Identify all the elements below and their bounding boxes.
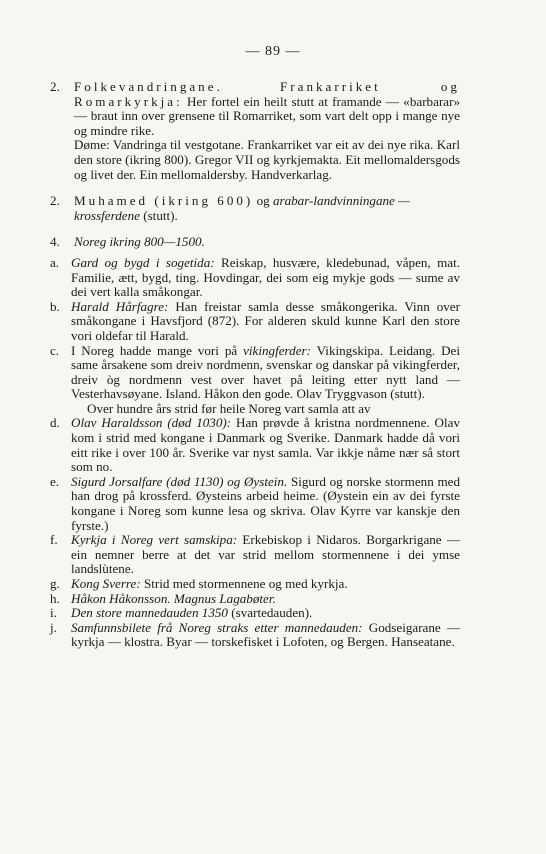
list-item-e <box>50 475 460 533</box>
section-heading: Noreg ikring 800—1500. <box>74 234 205 250</box>
item-letter: e. <box>50 473 60 489</box>
item-letter: c. <box>50 342 60 358</box>
list-item-h <box>50 592 460 607</box>
list-item-c <box>50 344 460 417</box>
item-list <box>50 256 460 650</box>
example-label: Døme: <box>74 137 110 153</box>
item-continuation: Over hundre års strid før heile Noreg vart samla att av <box>87 400 371 416</box>
item-letter: a. <box>50 254 60 270</box>
item-letter: b. <box>50 298 60 314</box>
item-label: vikingferder: <box>243 342 311 358</box>
item-label: Olav Haraldsson (død 1030): <box>71 415 232 431</box>
list-item-j <box>50 621 460 650</box>
item-text: Godseigarane — kyrkja — klostra. Byar — torskefisket i Lofoten, og Bergen. Hanseatane. <box>71 619 460 650</box>
item-text: (svartedauden). <box>231 605 313 621</box>
section-number: 4. <box>50 234 60 250</box>
list-item-g <box>50 577 460 592</box>
item-text: Vikingskipa. Leidang. Dei same årsakene som dreiv nordmenn, svenskar og danskar på vikingferder, dreiv òg nordmenn vest over havet på leiting etter nytt land — Vesterhavsøyane. Island. Håkon den gode. Olav Tryggvason (stutt). <box>71 342 461 402</box>
section-number: 2. <box>50 193 60 209</box>
list-item-f <box>50 533 460 577</box>
page-number: — 89 — <box>245 44 301 59</box>
page-content <box>50 80 460 650</box>
list-item-b <box>50 300 460 344</box>
item-label: Håkon Håkonsson. Magnus Lagabøter. <box>71 590 276 606</box>
item-letter: j. <box>50 619 57 635</box>
item-letter: g. <box>50 576 60 591</box>
item-label: Kong Sverre: <box>71 576 141 591</box>
section-heading-italic: arabar-landvinningane — krossferdene <box>74 193 410 223</box>
item-text: Reiskap, husvære, kledebunad, våpen, mat. Familie, ætt, bygd, ting. Hovdingar, dei som eig mykje gods — sume av dei vert kalla småkongar. <box>71 254 460 300</box>
item-text: Strid med stormennene og med kyrkja. <box>143 576 348 591</box>
section-heading: Muhamed (ikring 600) <box>74 193 254 209</box>
item-label: Den store mannedauden 1350 <box>71 605 228 621</box>
item-text: Han prøvde å kristna nordmennene. Olav kom i strid med kongane i Danmark og Sverike. Danmark hadde då vori eitt rike i over 100 år. Sverike var nyst samla. Var ikkje nåme nær så stort som no. <box>71 415 460 475</box>
item-pre: I Noreg hadde mange vori på <box>71 342 238 358</box>
list-item-i <box>50 606 460 621</box>
item-label: Gard og bygd i sogetida: <box>71 254 215 270</box>
section-muhamed <box>50 194 460 223</box>
section-connector: og <box>256 193 270 209</box>
item-letter: i. <box>50 605 57 621</box>
section-folkevandringane <box>50 80 460 182</box>
section-number: 2. <box>50 79 60 94</box>
item-text: Han freistar samla desse småkongerika. Vinn over småkongane i Havsfjord (872). For alderen skuld kunne Karl den store vori oldefar til Harald. <box>71 298 460 343</box>
example-text: Vandringa til vestgotane. Frankarriket var eit av dei nye rika. Karl den store (ikring 800). Gregor VII og kyrkjemakta. Eit mellomaldersgods og livet der. Ein mellomaldersby. Handverkarlag. <box>74 137 460 182</box>
section-heading-2: Frankarriket og Romarkyrkja: <box>74 79 460 109</box>
list-item-d <box>50 416 460 474</box>
section-tail: (stutt). <box>143 207 178 223</box>
item-label: Kyrkja i Noreg vert samskipa: <box>71 532 238 548</box>
item-label: Harald Hårfagre: <box>71 298 169 314</box>
item-label: Sigurd Jorsalfare (død 1130) og Øystein. <box>71 473 288 489</box>
item-text: Erkebiskop i Nidaros. Borgarkrigane — ein nemner berre at det var strid mellom stormennene i dei ymse landslùtene. <box>71 532 460 577</box>
section-noreg <box>50 235 460 250</box>
item-label: Samfunnsbilete frå Noreg straks etter mannedauden: <box>71 619 363 635</box>
item-letter: f. <box>50 532 58 548</box>
list-item-a <box>50 256 460 300</box>
item-text: Sigurd og norske stormenn med han drog på krossferd. Øysteins arbeid heime. (Øystein ein av dei fyrste kongane i Noreg som kunne lesa og skriva. Olav Kyrre var kanskje den fyrste.) <box>71 473 460 533</box>
section-body: Her fortel ein heilt stutt at framande — «barbarar» — braut inn over grensene til Romarriket, som vart delt opp i mange nye og mindre rike. <box>74 93 460 138</box>
item-letter: h. <box>50 590 60 606</box>
section-heading: Folkevandringane. <box>74 79 223 94</box>
item-letter: d. <box>50 415 60 431</box>
